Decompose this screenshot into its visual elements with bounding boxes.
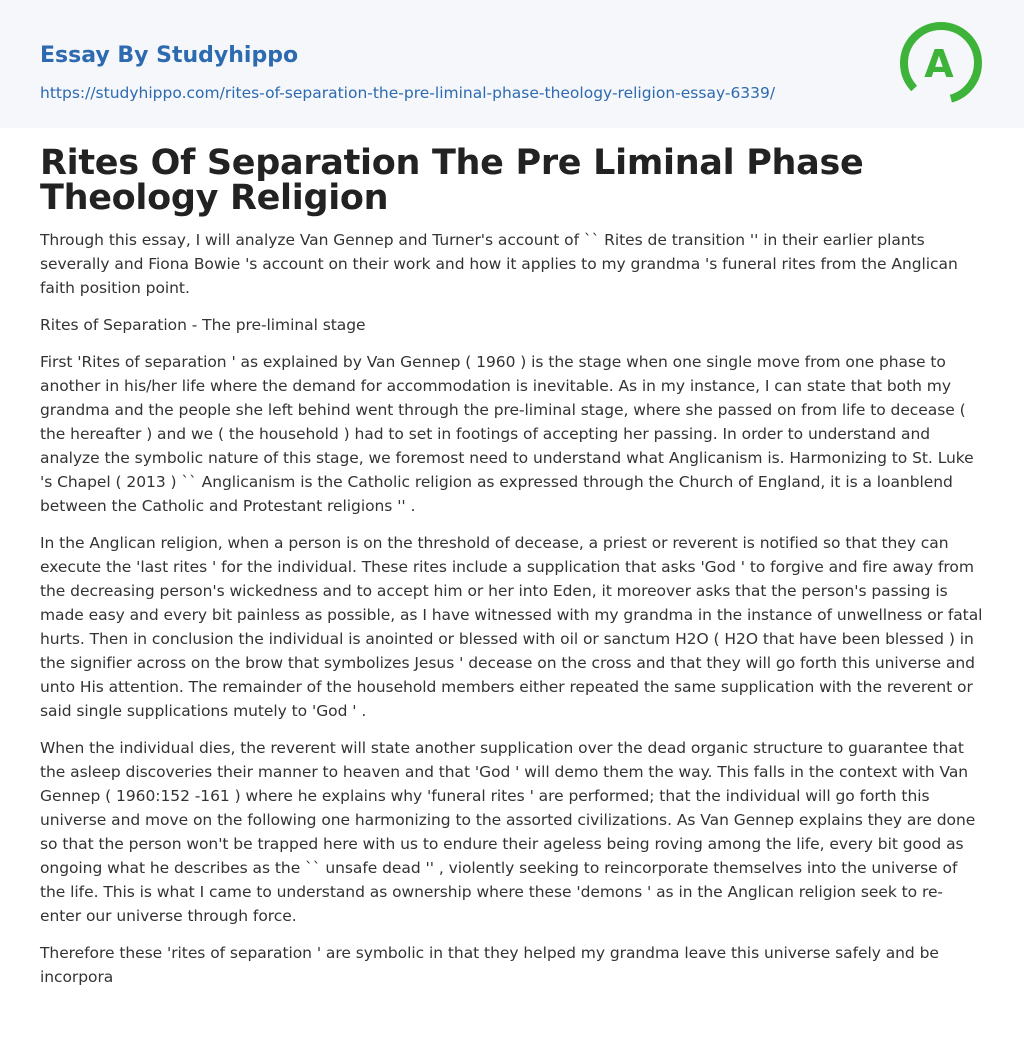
- essay-paragraph-3: When the individual dies, the reverent will state another supplication over the dead organic structure to guarantee that the asleep discoveries their manner to heaven and that 'God ' will demo them the way. This falls in the context with Van Gennep ( 1960:152 -161 ) where he explains why 'funeral rites ' are performed; that the individual will go forth this universe and move on the following one harmonizing to the assorted civilizations. As Van Gennep explains they are done so that the person won't be trapped here with us to endure their ageless being roving among the life, every bit good as ongoing what he describes as the `` unsafe dead '' , violently seeking to reincorporate themselves into the universe of the life. This is what I came to understand as ownership where these 'demons ' as in the Anglican religion seek to re-enter our universe through force.: [40, 739, 976, 925]
- section-subheading: Rites of Separation - The pre-liminal stage: [40, 316, 366, 334]
- logo-letter: A: [924, 42, 954, 86]
- essay-url-link[interactable]: https://studyhippo.com/rites-of-separation-the-pre-liminal-phase-theology-religion-essay-6339/: [40, 84, 776, 102]
- essay-paragraph-4: Therefore these 'rites of separation ' are symbolic in that they helped my grandma leave this universe safely and be incorpora: [40, 944, 939, 986]
- site-brand[interactable]: Essay By Studyhippo: [40, 43, 299, 68]
- essay-intro: Through this essay, I will analyze Van Gennep and Turner's account of `` Rites de transition '' in their earlier plants severally and Fiona Bowie 's account on their work and how it applies to my grandma 's funeral rites from the Anglican faith position point.: [40, 231, 958, 297]
- essay-content: [0, 128, 1024, 989]
- studyhippo-logo-icon[interactable]: [898, 20, 984, 106]
- essay-paragraph-2: In the Anglican religion, when a person is on the threshold of decease, a priest or reverent is notified so that they can execute the 'last rites ' for the individual. These rites include a supplication that asks 'God ' to forgive and fire away from the decreasing person's wickedness and to accept him or her into Eden, it moreover asks that the person's passing is made easy and every bit painless as possible, as I have witnessed with my grandma in the instance of unwellness or fatal hurts. Then in conclusion the individual is anointed or blessed with oil or sanctum H2O ( H2O that have been blessed ) in the signifier across on the brow that symbolizes Jesus ' decease on the cross and that they will go forth this universe and unto His attention. The remainder of the household members either repeated the same supplication with the reverent or said single supplications mutely to 'God ' .: [40, 534, 983, 720]
- essay-title: Rites Of Separation The Pre Liminal Phase Theology Religion: [40, 143, 864, 218]
- site-header: [0, 0, 1024, 128]
- essay-paragraph-1: First 'Rites of separation ' as explained by Van Gennep ( 1960 ) is the stage when one single move from one phase to another in his/her life where the demand for accommodation is inevitable. As in my instance, I can state that both my grandma and the people she left behind went through the pre-liminal stage, where she passed on from life to decease ( the hereafter ) and we ( the household ) had to set in footings of accepting her passing. In order to understand and analyze the symbolic nature of this stage, we foremost need to understand what Anglicanism is. Harmonizing to St. Luke 's Chapel ( 2013 ) `` Anglicanism is the Catholic religion as expressed through the Church of England, it is a loanblend between the Catholic and Protestant religions '' .: [40, 353, 974, 515]
